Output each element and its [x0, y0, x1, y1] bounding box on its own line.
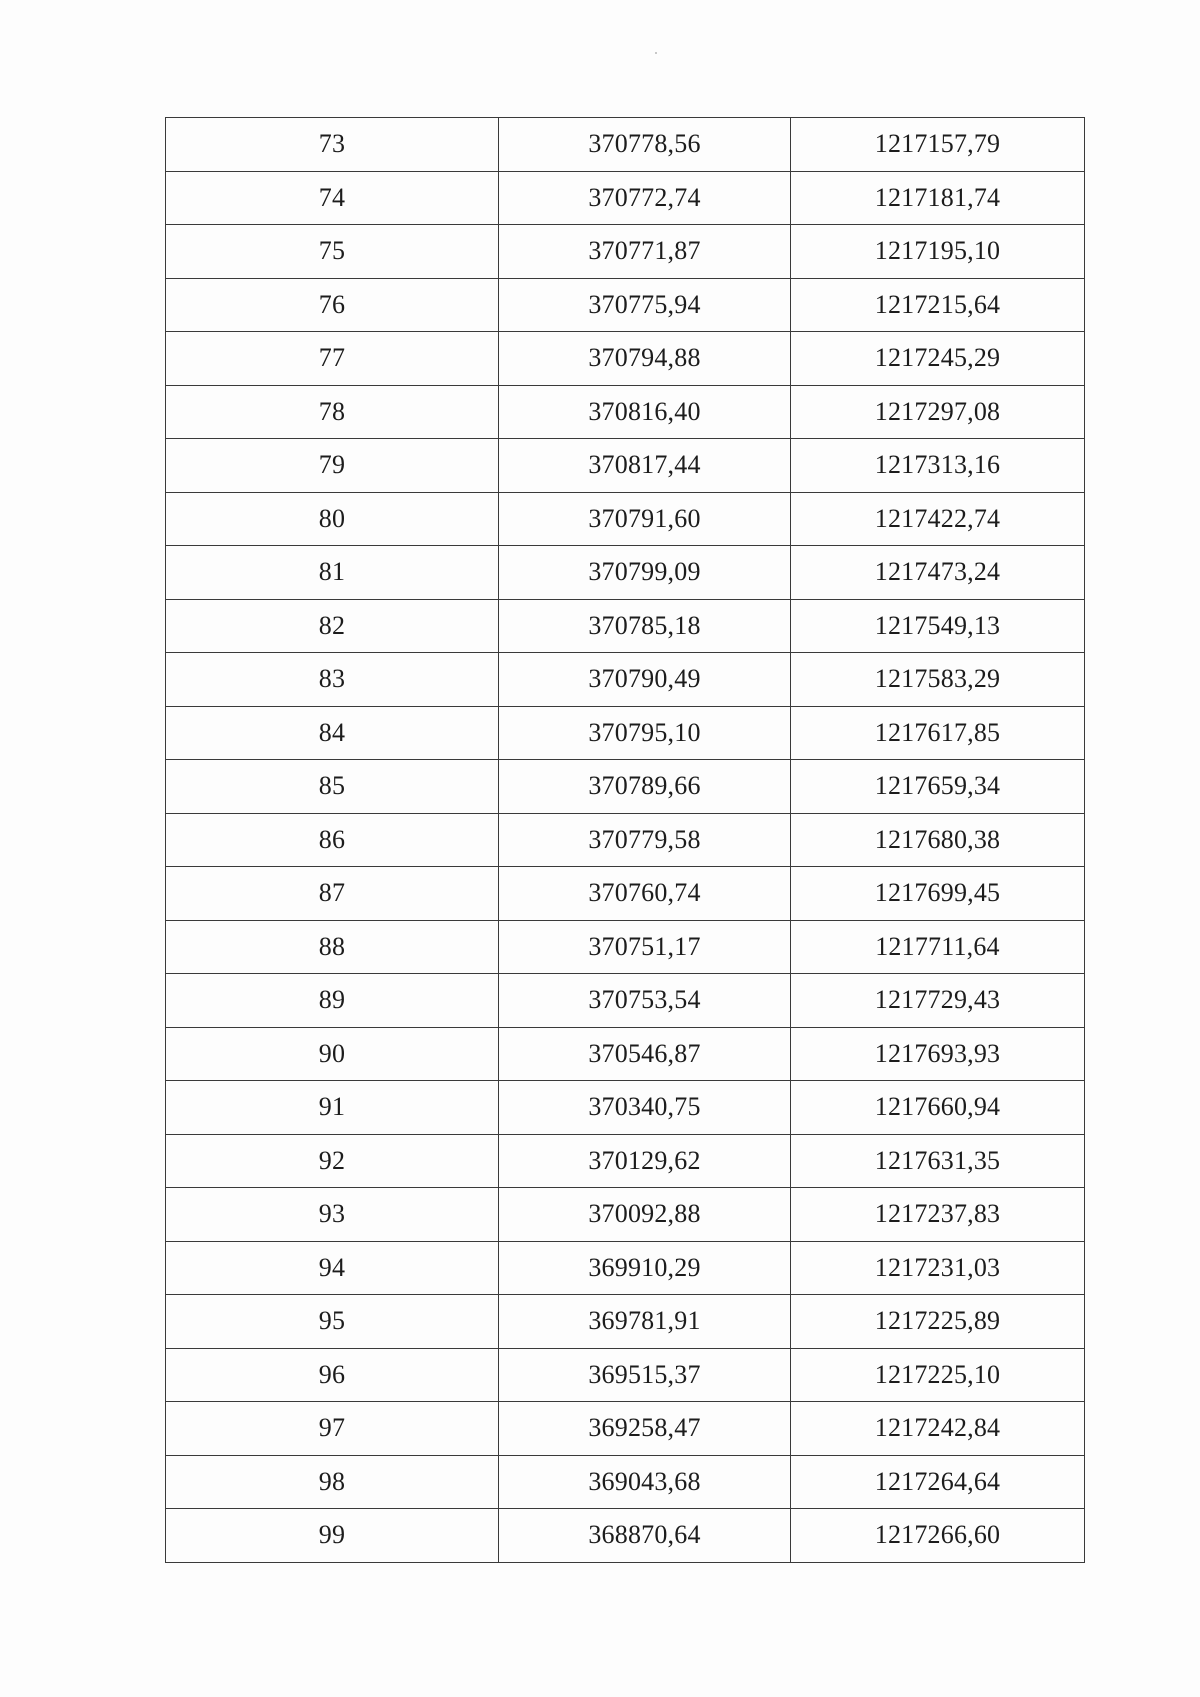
- x-coordinate-cell: 370791,60: [499, 492, 791, 546]
- table-row: [166, 1295, 1085, 1349]
- table-row: [166, 1188, 1085, 1242]
- point-number-cell: 86: [166, 813, 499, 867]
- y-coordinate-cell: 1217631,35: [791, 1134, 1085, 1188]
- x-coordinate-cell: 370817,44: [499, 439, 791, 493]
- y-coordinate-cell: 1217157,79: [791, 118, 1085, 172]
- table-row: [166, 1027, 1085, 1081]
- y-coordinate-cell: 1217245,29: [791, 332, 1085, 386]
- table-row: [166, 1134, 1085, 1188]
- y-coordinate-cell: 1217660,94: [791, 1081, 1085, 1135]
- point-number-cell: 85: [166, 760, 499, 814]
- y-coordinate-cell: 1217549,13: [791, 599, 1085, 653]
- y-coordinate-cell: 1217195,10: [791, 225, 1085, 279]
- y-coordinate-cell: 1217473,24: [791, 546, 1085, 600]
- point-number-cell: 87: [166, 867, 499, 921]
- x-coordinate-cell: 370775,94: [499, 278, 791, 332]
- y-coordinate-cell: 1217225,10: [791, 1348, 1085, 1402]
- point-number-cell: 92: [166, 1134, 499, 1188]
- y-coordinate-cell: 1217181,74: [791, 171, 1085, 225]
- x-coordinate-cell: 370794,88: [499, 332, 791, 386]
- table-row: [166, 546, 1085, 600]
- table-row: [166, 1455, 1085, 1509]
- y-coordinate-cell: 1217313,16: [791, 439, 1085, 493]
- y-coordinate-cell: 1217693,93: [791, 1027, 1085, 1081]
- point-number-cell: 88: [166, 920, 499, 974]
- table-row: [166, 1509, 1085, 1563]
- table-row: [166, 920, 1085, 974]
- x-coordinate-cell: 370795,10: [499, 706, 791, 760]
- point-number-cell: 76: [166, 278, 499, 332]
- point-number-cell: 95: [166, 1295, 499, 1349]
- y-coordinate-cell: 1217583,29: [791, 653, 1085, 707]
- y-coordinate-cell: 1217231,03: [791, 1241, 1085, 1295]
- table-row: [166, 278, 1085, 332]
- point-number-cell: 99: [166, 1509, 499, 1563]
- point-number-cell: 98: [166, 1455, 499, 1509]
- point-number-cell: 75: [166, 225, 499, 279]
- y-coordinate-cell: 1217729,43: [791, 974, 1085, 1028]
- table-row: [166, 706, 1085, 760]
- x-coordinate-cell: 370760,74: [499, 867, 791, 921]
- table-row: [166, 492, 1085, 546]
- table-row: [166, 974, 1085, 1028]
- x-coordinate-cell: 370753,54: [499, 974, 791, 1028]
- point-number-cell: 77: [166, 332, 499, 386]
- table-row: [166, 1348, 1085, 1402]
- table-row: [166, 599, 1085, 653]
- x-coordinate-cell: 370799,09: [499, 546, 791, 600]
- point-number-cell: 73: [166, 118, 499, 172]
- point-number-cell: 78: [166, 385, 499, 439]
- table-row: [166, 225, 1085, 279]
- coordinates-table-body: [166, 118, 1085, 1563]
- x-coordinate-cell: 370772,74: [499, 171, 791, 225]
- y-coordinate-cell: 1217264,64: [791, 1455, 1085, 1509]
- y-coordinate-cell: 1217659,34: [791, 760, 1085, 814]
- x-coordinate-cell: 368870,64: [499, 1509, 791, 1563]
- point-number-cell: 80: [166, 492, 499, 546]
- point-number-cell: 90: [166, 1027, 499, 1081]
- table-row: [166, 118, 1085, 172]
- table-row: [166, 385, 1085, 439]
- point-number-cell: 94: [166, 1241, 499, 1295]
- x-coordinate-cell: 369258,47: [499, 1402, 791, 1456]
- table-row: [166, 439, 1085, 493]
- y-coordinate-cell: 1217699,45: [791, 867, 1085, 921]
- point-number-cell: 81: [166, 546, 499, 600]
- x-coordinate-cell: 370092,88: [499, 1188, 791, 1242]
- x-coordinate-cell: 370779,58: [499, 813, 791, 867]
- table-row: [166, 332, 1085, 386]
- x-coordinate-cell: 370751,17: [499, 920, 791, 974]
- y-coordinate-cell: 1217242,84: [791, 1402, 1085, 1456]
- x-coordinate-cell: 370790,49: [499, 653, 791, 707]
- y-coordinate-cell: 1217215,64: [791, 278, 1085, 332]
- y-coordinate-cell: 1217680,38: [791, 813, 1085, 867]
- x-coordinate-cell: 370546,87: [499, 1027, 791, 1081]
- x-coordinate-cell: 370129,62: [499, 1134, 791, 1188]
- point-number-cell: 96: [166, 1348, 499, 1402]
- point-number-cell: 93: [166, 1188, 499, 1242]
- point-number-cell: 74: [166, 171, 499, 225]
- x-coordinate-cell: 369781,91: [499, 1295, 791, 1349]
- point-number-cell: 82: [166, 599, 499, 653]
- x-coordinate-cell: 370816,40: [499, 385, 791, 439]
- point-number-cell: 84: [166, 706, 499, 760]
- x-coordinate-cell: 369910,29: [499, 1241, 791, 1295]
- table-row: [166, 653, 1085, 707]
- y-coordinate-cell: 1217422,74: [791, 492, 1085, 546]
- point-number-cell: 97: [166, 1402, 499, 1456]
- x-coordinate-cell: 370771,87: [499, 225, 791, 279]
- point-number-cell: 83: [166, 653, 499, 707]
- x-coordinate-cell: 370340,75: [499, 1081, 791, 1135]
- y-coordinate-cell: 1217266,60: [791, 1509, 1085, 1563]
- table-row: [166, 1402, 1085, 1456]
- point-number-cell: 89: [166, 974, 499, 1028]
- y-coordinate-cell: 1217711,64: [791, 920, 1085, 974]
- table-row: [166, 1081, 1085, 1135]
- y-coordinate-cell: 1217297,08: [791, 385, 1085, 439]
- x-coordinate-cell: 370778,56: [499, 118, 791, 172]
- table-row: [166, 760, 1085, 814]
- x-coordinate-cell: 369515,37: [499, 1348, 791, 1402]
- x-coordinate-cell: 370789,66: [499, 760, 791, 814]
- point-number-cell: 79: [166, 439, 499, 493]
- table-row: [166, 171, 1085, 225]
- table-row: [166, 813, 1085, 867]
- y-coordinate-cell: 1217617,85: [791, 706, 1085, 760]
- point-number-cell: 91: [166, 1081, 499, 1135]
- y-coordinate-cell: 1217225,89: [791, 1295, 1085, 1349]
- table-row: [166, 867, 1085, 921]
- coordinates-table: [165, 117, 1085, 1563]
- x-coordinate-cell: 369043,68: [499, 1455, 791, 1509]
- x-coordinate-cell: 370785,18: [499, 599, 791, 653]
- y-coordinate-cell: 1217237,83: [791, 1188, 1085, 1242]
- table-row: [166, 1241, 1085, 1295]
- scan-speck: [655, 52, 657, 54]
